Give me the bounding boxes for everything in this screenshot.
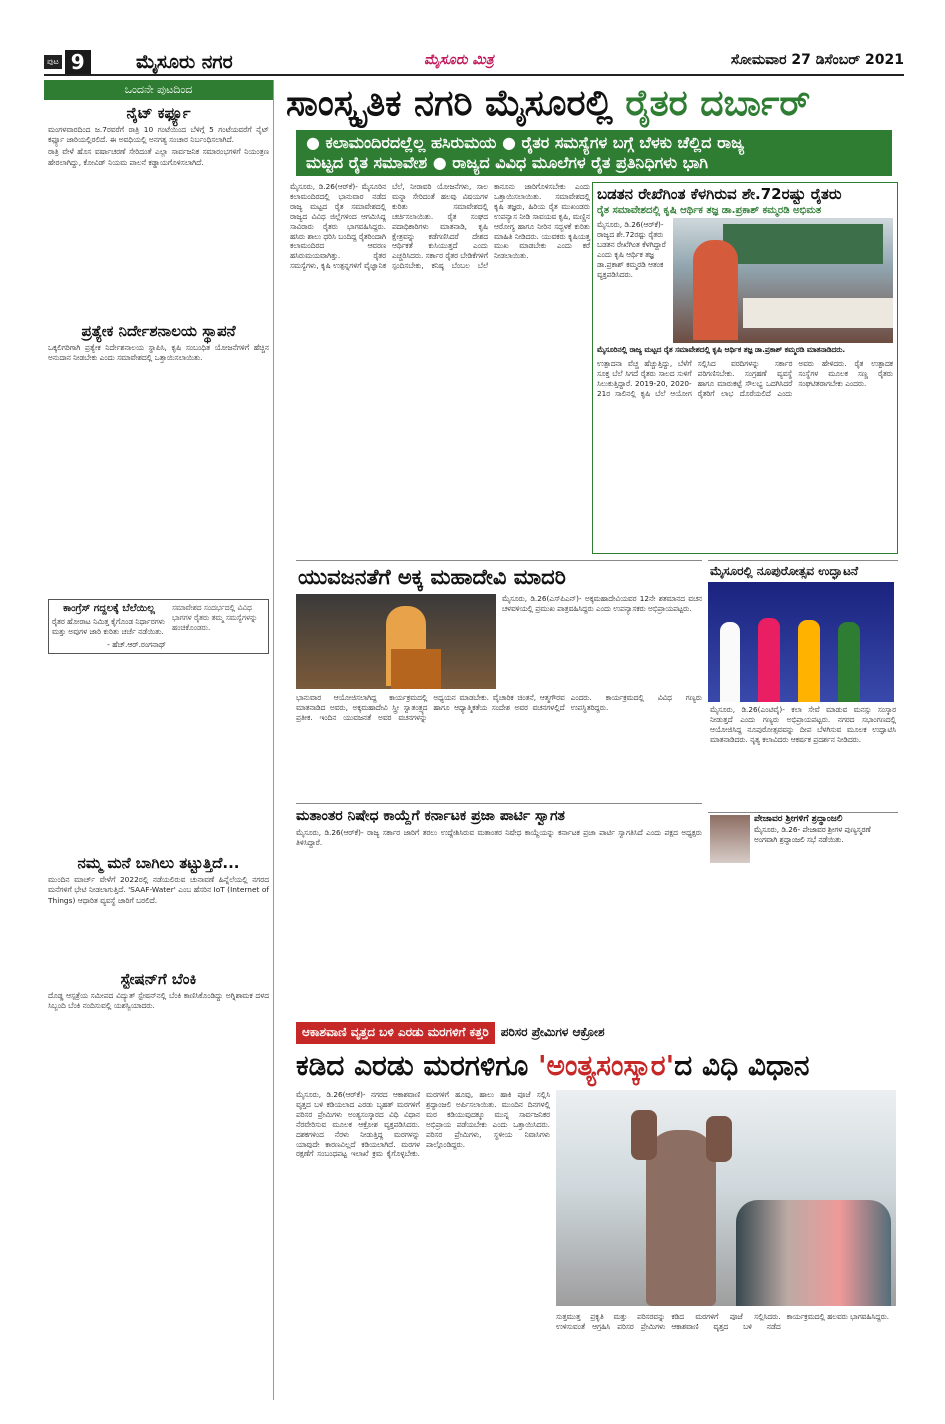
night-curfew-p1: ಮಂಗಳವಾರದಿಂದ ಜ.7ರವರೆಗೆ ರಾತ್ರಿ 10 ಗಂಟೆಯಿಂದ ಬೆಳಿಗ್ಗೆ 5 ಗಂಟೆಯವರೆಗೆ ನೈಟ್ ಕರ್ಫ್ಯೂ ಜಾರಿಯಲ್ಲಿರಲಿದೆ. ಈ ಅವಧಿಯಲ್ಲಿ ಅನಗತ್ಯ ಸಂಚಾರ ನಿರ್ಬಂಧಿಸಲಾಗಿದೆ. (48, 125, 269, 145)
issue-date: ಸೋಮವಾರ 27 ಡಿಸೆಂಬರ್ 2021 (730, 52, 904, 68)
tree-stump (706, 1116, 732, 1162)
lead-story-text: ಮೈಸೂರು, ಡಿ.26(ಆರ್‌ಕೆ)- ಮೈಸೂರಿನ ಕಲಾಮಂದಿರದಲ್ಲಿ ಭಾನುವಾರ ನಡೆದ ರಾಜ್ಯ ಮಟ್ಟದ ರೈತ ಸಮಾವೇಶದಲ್ಲಿ ರಾಜ್ಯದ ವಿವಿಧ ಜಿಲ್ಲೆಗಳಿಂದ ಆಗಮಿಸಿದ್ದ ಸಾವಿರಾರು ರೈತರು ಭಾಗವಹಿಸಿದ್ದರು. ಹಸಿರು ಶಾಲು ಧರಿಸಿ ಬಂದಿದ್ದ ರೈತರಿಂದಾಗಿ ಕಲಾಮಂದಿರದ ಆವರಣ ಹಸಿರುಮಯವಾಗಿತ್ತು. ರೈತರ ಸಮಸ್ಯೆಗಳು, ಕೃಷಿ ಉತ್ಪನ್ನಗಳಿಗೆ ವೈಜ್ಞಾನಿಕ ಬೆಲೆ, ನೀರಾವರಿ ಯೋಜನೆಗಳು, ಸಾಲ ಮನ್ನಾ ಸೇರಿದಂತೆ ಹಲವು ವಿಷಯಗಳ ಕುರಿತು ಸಮಾವೇಶದಲ್ಲಿ ಚರ್ಚಿಸಲಾಯಿತು. ರೈತ ಸಂಘದ ಪದಾಧಿಕಾರಿಗಳು ಮಾತನಾಡಿ, ಕೃಷಿ ಕ್ಷೇತ್ರವನ್ನು ಕಡೆಗಣಿಸಿದರೆ ದೇಶದ ಆರ್ಥಿಕತೆ ಕುಸಿಯುತ್ತದೆ ಎಂದು ಎಚ್ಚರಿಸಿದರು. ಸರ್ಕಾರ ರೈತರ ಬೇಡಿಕೆಗಳಿಗೆ ಸ್ಪಂದಿಸಬೇಕು, ಕನಿಷ್ಠ ಬೆಂಬಲ ಬೆಲೆ ಕಾನೂನು ಜಾರಿಗೊಳಿಸಬೇಕು ಎಂದು ಒತ್ತಾಯಿಸಲಾಯಿತು. ಸಮಾವೇಶದಲ್ಲಿ ಕೃಷಿ ತಜ್ಞರು, ಹಿರಿಯ ರೈತ ಮುಖಂಡರು ಉಪನ್ಯಾಸ ನೀಡಿ ಸಾವಯವ ಕೃಷಿ, ಮಣ್ಣಿನ ಆರೋಗ್ಯ ಹಾಗೂ ನೀರಿನ ಸದ್ಬಳಕೆ ಕುರಿತು ಮಾಹಿತಿ ನೀಡಿದರು. ಯುವಕರು ಕೃಷಿಯತ್ತ ಮುಖ ಮಾಡಬೇಕು ಎಂದು ಕರೆ ನೀಡಲಾಯಿತು. (290, 182, 590, 271)
box-side-text: ಸಮಾವೇಶದ ಸಂದರ್ಭದಲ್ಲಿ ವಿವಿಧ ಭಾಗಗಳ ರೈತರು ತಮ್ಮ ಸಮಸ್ಯೆಗಳನ್ನು ಹಂಚಿಕೊಂಡರು. (172, 603, 258, 633)
station-head: ಸ್ಟೇಷನ್‌ಗೆ ಬೆಂಕಿ (120, 969, 197, 988)
obituary-head: ಪೇಜಾವರ ಶ್ರೀಗಳಿಗೆ ಶ್ರದ್ಧಾಂಜಲಿ (754, 814, 843, 824)
person-figure (838, 622, 860, 702)
lead-subhead-1: ● ಕಲಾಮಂದಿರದಲ್ಲೆಲ್ಲ ಹಸಿರುಮಯ ● ರೈತರ ಸಮಸ್ಯೆಗಳ ಬಗ್ಗೆ ಬೆಳಕು ಚೆಲ್ಲಿದ ರಾಜ್ಯ (306, 133, 745, 152)
yuva-headline: ಯುವಜನತೆಗೆ ಅಕ್ಕ ಮಹಾದೇವಿ ಮಾದರಿ (298, 565, 566, 589)
left-column (44, 80, 274, 1400)
farmer-top-row (593, 218, 897, 343)
tree-kicker (296, 1022, 898, 1044)
section-title: ಮೈಸೂರು ನಗರ (136, 51, 233, 73)
yuva-side-text: ಮೈಸೂರು, ಡಿ.26(ಎಸ್‌ಪಿಎನ್)- ಅಕ್ಕಮಹಾದೇವಿಯವರ 12ನೇ ಶತಮಾನದ ವಚನ ಚಳವಳಿಯಲ್ಲಿ ಪ್ರಮುಖ ಪಾತ್ರವಹಿಸಿದ್ದರು ಎಂದು ಉಪನ್ಯಾಸಕರು ಅಭಿಪ್ರಾಯಪಟ್ಟರು. (502, 594, 702, 613)
person-figure (720, 622, 740, 702)
stage-banner (723, 224, 883, 264)
lead-headline-black: ಸಾಂಸ್ಕೃತಿಕ ನಗರಿ ಮೈಸೂರಲ್ಲಿ (286, 83, 613, 124)
night-curfew-head: ನೈಟ್ ಕರ್ಫ್ಯೂ (126, 104, 191, 122)
body-text (44, 363, 273, 593)
obituary-body: ಮೈಸೂರು, ಡಿ.26- ಪೇಜಾವರ ಶ್ರೀಗಳ ಪುಣ್ಯಸ್ಮರಣೆ ಅಂಗವಾಗಿ ಶ್ರದ್ಧಾಂಜಲಿ ಸಭೆ ನಡೆಯಿತು. (754, 824, 871, 844)
box-head: ಕಾಂಗ್ರೆಸ್ ಗದ್ದಲಕ್ಕೆ ಬೆಲೆಯಿಲ್ಲ (63, 603, 155, 615)
tree-stump (631, 1110, 657, 1160)
farmer-story (592, 182, 898, 554)
yuva-top-row (296, 594, 702, 689)
editorial-box (48, 599, 269, 654)
tree-body: ಮೈಸೂರು, ಡಿ.26(ಆರ್‌ಕೆ)- ನಗರದ ಆಕಾಶವಾಣಿ ವೃತ್ತದ ಬಳಿ ಕಡಿಯಲಾದ ಎರಡು ಬೃಹತ್ ಮರಗಳಿಗೆ ಪರಿಸರ ಪ್ರೇಮಿಗಳು ಅಂತ್ಯಸಂಸ್ಕಾರದ ವಿಧಿ ವಿಧಾನ ನೆರವೇರಿಸುವ ಮೂಲಕ ಆಕ್ರೋಶ ವ್ಯಕ್ತಪಡಿಸಿದರು. ದಶಕಗಳಿಂದ ನೆರಳು ನೀಡುತ್ತಿದ್ದ ಮರಗಳನ್ನು ಯಾವುದೇ ಕಾರಣವಿಲ್ಲದೆ ಕಡಿಯಲಾಗಿದೆ. ಮರಗಳ ರಕ್ಷಣೆಗೆ ಸಂಬಂಧಪಟ್ಟ ಇಲಾಖೆ ಕ್ರಮ ಕೈಗೊಳ್ಳಬೇಕು. ಮರಗಳಿಗೆ ಹೂವು, ಹಾಲು ಹಾಕಿ ಪೂಜೆ ಸಲ್ಲಿಸಿ ಶ್ರದ್ಧಾಂಜಲಿ ಅರ್ಪಿಸಲಾಯಿತು. ಮುಂದಿನ ದಿನಗಳಲ್ಲಿ ಮರ ಕಡಿಯುವುದಕ್ಕೂ ಮುನ್ನ ಸಾರ್ವಜನಿಕರ ಅಭಿಪ್ರಾಯ ಪಡೆಯಬೇಕು ಎಂದು ಒತ್ತಾಯಿಸಿದರು. ಪರಿಸರ ಪ್ರೇಮಿಗಳು, ಸ್ಥಳೀಯ ನಿವಾಸಿಗಳು ಪಾಲ್ಗೊಂಡಿದ್ದರು. (296, 1090, 550, 1159)
page-label: ಪುಟ (44, 55, 62, 69)
tree-photo (556, 1090, 896, 1306)
page-header (44, 50, 904, 76)
yuva-body: ಭಾನುವಾರ ಆಯೋಜಿಸಲಾಗಿದ್ದ ಕಾರ್ಯಕ್ರಮದಲ್ಲಿ ಮಾತನಾಡಿದ ಅವರು, ಅಕ್ಕಮಹಾದೇವಿ ಸ್ತ್ರೀ ಸ್ವಾತಂತ್ರ್ಯದ ಪ್ರತೀಕ. ಇಂದಿನ ಯುವಜನತೆ ಅವರ ವಚನಗಳನ್ನು ಅಧ್ಯಯನ ಮಾಡಬೇಕು. ವೈಚಾರಿಕ ಚಿಂತನೆ, ಆತ್ಮಗೌರವ ಹಾಗೂ ಆಧ್ಯಾತ್ಮಿಕತೆಯ ಸಂದೇಶ ಅವರ ವಚನಗಳಲ್ಲಿದೆ ಎಂದರು. ಕಾರ್ಯಕ್ರಮದಲ್ಲಿ ವಿವಿಧ ಗಣ್ಯರು ಉಪಸ್ಥಿತರಿದ್ದರು. (296, 693, 702, 722)
speaker-figure (693, 240, 738, 340)
farmer-subhead: ರೈತ ಸಮಾವೇಶದಲ್ಲಿ ಕೃಷಿ ಆರ್ಥಿಕ ತಜ್ಞ ಡಾ.ಪ್ರಕಾಶ್ ಕಮ್ಮರಡಿ ಅಭಿಮತ (597, 205, 822, 216)
doors-p1: ಮುಂದಿನ ಮಾರ್ಚ್ ವೇಳೆಗೆ 2022ರಲ್ಲಿ ನಡೆಯಲಿರುವ ಚುನಾವಣೆ ಹಿನ್ನೆಲೆಯಲ್ಲಿ ನಗರದ ಮನೆಗಳಿಗೆ ಭೇಟಿ ನೀಡಲಾಗುತ್ತಿದೆ. 'SAAF-Water' ಎಂಬ ಹೆಸರಿನ IoT (Internet of Things) ಆಧಾರಿತ ವ್ಯವಸ್ಥೆ ಜಾರಿಗೆ ಬರಲಿದೆ. (48, 875, 269, 905)
lead-subheads (296, 130, 892, 176)
obituary-brief (708, 812, 898, 865)
continued-ribbon: ಒಂದನೇ ಪುಟದಿಂದ (44, 80, 273, 100)
person-figure (798, 620, 820, 702)
tree-headline (296, 1046, 898, 1086)
directorate-head: ಪ್ರತ್ಯೇಕ ನಿರ್ದೇಶನಾಲಯ ಸ್ಥಾಪನೆ (81, 321, 236, 340)
dais-table (743, 298, 893, 328)
doors-head: ನಮ್ಮ ಮನೆ ಬಾಗಿಲು ತಟ್ಟುತ್ತಿದೆ... (77, 854, 240, 873)
station-p1: ದೊಡ್ಡ ಆಸ್ಪತ್ರೆಯ ಸಮೀಪದ ವಿದ್ಯುತ್ ಸ್ಟೇಷನ್‌ನಲ್ಲಿ ಬೆಂಕಿ ಕಾಣಿಸಿಕೊಂಡಿದ್ದು ಅಗ್ನಿಶಾಮಕ ದಳದ ಸಿಬ್ಬಂದಿ ಬೆಂಕಿ ನಂದಿಸುವಲ್ಲಿ ಯಶಸ್ವಿಯಾದರು. (48, 990, 269, 1011)
box-content (49, 600, 169, 653)
page-number-box (44, 50, 128, 74)
nupura-headline: ಮೈಸೂರಲ್ಲಿ ನೂಪುರೋತ್ಸವ ಉದ್ಘಾಟನೆ (710, 564, 859, 578)
crowd-figures (736, 1200, 891, 1306)
lead-headline-green: ರೈತರ ದರ್ಬಾರ್ (625, 83, 811, 124)
directorate-p1: ಒಕ್ಕಲಿಗರಿಗಾಗಿ ಪ್ರತ್ಯೇಕ ನಿರ್ದೇಶನಾಲಯ ಸ್ಥಾಪಿಸಿ, ಕೃಷಿ ಸಂಬಂಧಿತ ಯೋಜನೆಗಳಿಗೆ ಹೆಚ್ಚಿನ ಅನುದಾನ ನೀಡಬೇಕು ಎಂದು ಸಮಾವೇಶದಲ್ಲಿ ಒತ್ತಾಯಿಸಲಾಯಿತು. (48, 342, 269, 363)
box-byline: - ಹೆಚ್.ಆರ್.ರಂಗನಾಥ್ (107, 640, 166, 650)
page-number: 9 (65, 50, 91, 74)
tree-headline-b: ದ ವಿಧಿ ವಿಧಾನ (674, 1049, 810, 1082)
body-text (44, 660, 273, 850)
tree-caption: ಸುತ್ತಮುತ್ತ ಪ್ರಕೃತಿ ಮತ್ತು ಪರಿಸರವನ್ನು ಉಳಿಸುವಂತೆ ಆಗ್ರಹಿಸಿ ಪರಿಸರ ಪ್ರೇಮಿಗಳು ಕಡಿದ ಮರಗಳಿಗೆ ಪೂಜೆ ಸಲ್ಲಿಸಿದರು. ಆಕಾಶವಾಣಿ ವೃತ್ತದ ಬಳಿ ನಡೆದ ಕಾರ್ಯಕ್ರಮದಲ್ಲಿ ಹಲವರು ಭಾಗವಹಿಸಿದ್ದರು. (556, 1312, 890, 1331)
conversion-headline: ಮತಾಂತರ ನಿಷೇಧ ಕಾಯ್ದೆಗೆ ಕರ್ನಾಟಕ ಪ್ರಜಾ ಪಾರ್ಟಿ ಸ್ವಾಗತ (296, 803, 702, 828)
yuva-story (296, 560, 702, 884)
farmer-photo-caption: ಮೈಸೂರಿನಲ್ಲಿ ರಾಜ್ಯ ಮಟ್ಟದ ರೈತ ಸಮಾವೇಶದಲ್ಲಿ ಕೃಷಿ ಆರ್ಥಿಕ ತಜ್ಞ ಡಾ.ಪ್ರಕಾಶ್ ಕಮ್ಮರಡಿ ಮಾತನಾಡಿದರು. (597, 345, 846, 354)
tree-kicker-plain: ಪರಿಸರ ಪ್ರೇಮಿಗಳ ಆಕ್ರೋಶ (500, 1025, 605, 1039)
nupura-photo (708, 582, 894, 702)
tree-kicker-red: ಆಕಾಶವಾಣಿ ವೃತ್ತದ ಬಳಿ ಎರಡು ಮರಗಳಿಗೆ ಕತ್ತರಿ (296, 1022, 495, 1044)
tree-headline-a: ಕಡಿದ ಎರಡು ಮರಗಳಿಗೂ (296, 1049, 538, 1082)
body-text (44, 906, 273, 966)
person-figure (758, 618, 780, 702)
masthead-logo: ಮೈಸೂರು ಮಿತ್ರ (424, 52, 494, 68)
farmer-side-text: ಮೈಸೂರು, ಡಿ.26(ಆರ್‌ಕೆ)- ರಾಜ್ಯದ ಶೇ.72ರಷ್ಟು ರೈತರು ಬಡತನ ರೇಖೆಗಿಂತ ಕೆಳಗಿದ್ದಾರೆ ಎಂದು ಕೃಷಿ ಆರ್ಥಿಕ ತಜ್ಞ ಡಾ.ಪ್ರಕಾಶ್ ಕಮ್ಮರಡಿ ಆತಂಕ ವ್ಯಕ್ತಪಡಿಸಿದರು. (597, 220, 666, 279)
farmer-headline: ಬಡತನ ರೇಖೆಗಿಂತ ಕೆಳಗಿರುವ ಶೇ.72ರಷ್ಟು ರೈತರು (597, 185, 842, 203)
conversion-body: ಮೈಸೂರು, ಡಿ.26(ಆರ್‌ಕೆ)- ರಾಜ್ಯ ಸರ್ಕಾರ ಜಾರಿಗೆ ತರಲು ಉದ್ದೇಶಿಸಿರುವ ಮತಾಂತರ ನಿಷೇಧ ಕಾಯ್ದೆಯನ್ನು ಕರ್ನಾಟಕ ಪ್ರಜಾ ಪಾರ್ಟಿ ಸ್ವಾಗತಿಸಿದೆ ಎಂದು ಪಕ್ಷದ ಅಧ್ಯಕ್ಷರು ತಿಳಿಸಿದ್ದಾರೆ. (296, 828, 702, 847)
podium (391, 649, 441, 689)
obituary-text (754, 815, 896, 863)
night-curfew-p2: ರಾತ್ರಿ ವೇಳೆ ಹೊಸ ವರ್ಷಾಚರಣೆ ಸೇರಿದಂತೆ ಎಲ್ಲಾ ಸಾರ್ವಜನಿಕ ಸಮಾರಂಭಗಳಿಗೆ ನಿಯಂತ್ರಣ ಹೇರಲಾಗಿದ್ದು, ಕೋವಿಡ್ ನಿಯಮ ಪಾಲನೆ ಕಡ್ಡಾಯಗೊಳಿಸಲಾಗಿದೆ. (48, 147, 269, 167)
lead-headline (286, 80, 898, 128)
farmer-photo (673, 218, 893, 343)
box-body: ರೈತರ ಹೋರಾಟ ನಿಮಿತ್ತ ಕೈಗೊಂಡ ನಿರ್ಧಾರಗಳು ಮತ್ತು ಅವುಗಳ ಜಾರಿ ಕುರಿತು ಚರ್ಚೆ ನಡೆಯಿತು. (52, 617, 165, 637)
nupura-body: ಮೈಸೂರು, ಡಿ.26(ಎಂಟಿವೈ)- ಕಲಾ ಸೇವೆ ಮಾಡುವ ಮನಸ್ಸು ಸಂಸ್ಕಾರ ನೀಡುತ್ತದೆ ಎಂದು ಗಣ್ಯರು ಅಭಿಪ್ರಾಯಪಟ್ಟರು. ನಗರದ ಸಭಾಂಗಣದಲ್ಲಿ ಆಯೋಜಿಸಿದ್ದ ನೂಪುರೋತ್ಸವವನ್ನು ದೀಪ ಬೆಳಗಿಸುವ ಮೂಲಕ ಉದ್ಘಾಟಿಸಿ ಮಾತನಾಡಿದರು. ನೃತ್ಯ ಕಲಾವಿದರು ಆಕರ್ಷಕ ಪ್ರದರ್ಶನ ನೀಡಿದರು. (710, 705, 896, 744)
lead-story-body (290, 182, 590, 554)
lead-subhead-2: ಮಟ್ಟದ ರೈತ ಸಮಾವೇಶ ● ರಾಜ್ಯದ ವಿವಿಧ ಮೂಲೆಗಳ ರೈತ ಪ್ರತಿನಿಧಿಗಳು ಭಾಗಿ (306, 153, 708, 172)
tree-headline-red: 'ಅಂತ್ಯಸಂಸ್ಕಾರ' (537, 1049, 675, 1082)
yuva-photo (296, 594, 496, 689)
farmer-body: ಉತ್ಪಾದನಾ ವೆಚ್ಚ ಹೆಚ್ಚುತ್ತಿದ್ದು, ಬೆಳೆಗೆ ಸೂಕ್ತ ಬೆಲೆ ಸಿಗದೆ ರೈತರು ಸಾಲದ ಸುಳಿಗೆ ಸಿಲುಕುತ್ತಿದ್ದಾರೆ. 2019-20, 2020-21ರ ಸಾಲಿನಲ್ಲಿ ಕೃಷಿ ಬೆಲೆ ಆಯೋಗ ಸಲ್ಲಿಸಿದ ವರದಿಗಳನ್ನು ಸರ್ಕಾರ ಪರಿಗಣಿಸಬೇಕು. ಸಂಗ್ರಹಣೆ ವ್ಯವಸ್ಥೆ ಹಾಗೂ ಮಾರುಕಟ್ಟೆ ಸೌಲಭ್ಯ ಒದಗಿಸಿದರೆ ರೈತರಿಗೆ ಲಾಭ ದೊರೆಯಲಿದೆ ಎಂದು ಅವರು ಹೇಳಿದರು. ರೈತ ಉತ್ಪಾದಕ ಸಂಸ್ಥೆಗಳ ಮೂಲಕ ಸಣ್ಣ ರೈತರು ಸಂಘಟಿತರಾಗಬೇಕು ಎಂದರು. (597, 358, 893, 398)
body-text (44, 168, 273, 318)
nupura-story (708, 560, 898, 884)
obituary-portrait (710, 815, 750, 863)
